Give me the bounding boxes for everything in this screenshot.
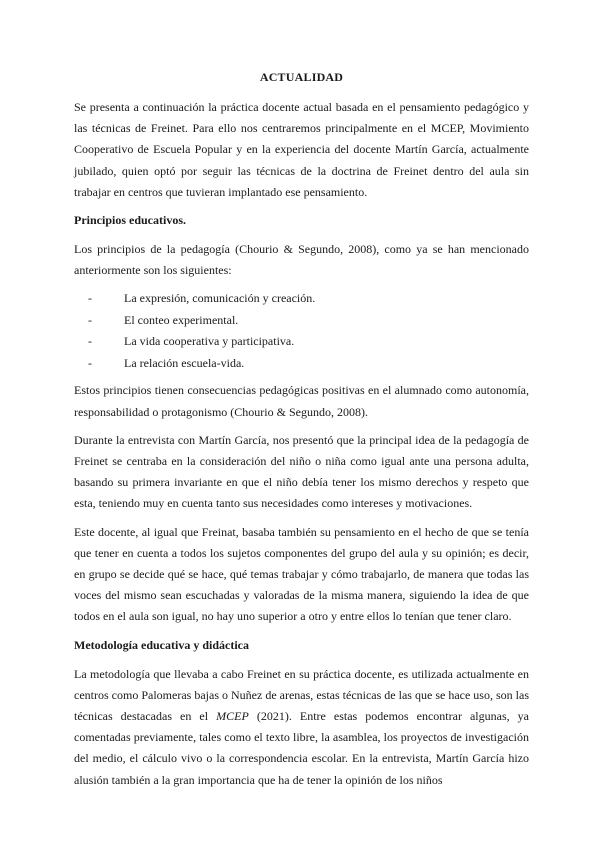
bullet-marker: - xyxy=(88,312,92,327)
list-item: - La expresión, comunicación y creación. xyxy=(88,288,529,310)
paragraph-intro: Se presenta a continuación la práctica docente actual basada en el pensamiento pedagógico y las técnicas de Freinet. Para ello nos centraremos principalmente en el MCEP, Movimiento Cooperativo de Escuela Popular y en la experiencia del docente Martín García, actualmente jubilado, quien optó por seguir las técnicas de la doctrina de Freinet dentro del aula sin trabajar en centros que tuvieran implantado ese pensamiento. xyxy=(74,100,529,199)
bullet-marker: - xyxy=(88,334,92,349)
heading-principios: Principios educativos. xyxy=(74,213,187,228)
paragraph-principios: Los principios de la pedagogía (Chourio & Segundo, 2008), como ya se han mencionado anteriormente son los siguientes: xyxy=(74,242,529,278)
paragraph-consecuencias: Estos principios tienen consecuencias pedagógicas positivas en el alumnado como autonomía, responsabilidad o protagonismo (Chourio & Segundo, 2008). xyxy=(74,383,529,419)
bullet-marker: - xyxy=(88,291,92,306)
mcep-reference: MCEP xyxy=(216,709,249,724)
list-item: - El conteo experimental. xyxy=(88,310,529,332)
paragraph-docente: Este docente, al igual que Freinat, basaba también su pensamiento en el hecho de que se tenía que tener en cuenta a todos los sujetos componentes del grupo del aula y su opinión; es decir, en grupo se decide qué se hace, qué temas trabajar y cómo trabajarlo, de manera que todas las voces del mismo sean escuchadas y valoradas de la misma manera, siguiendo la idea de que todos en el aula son igual, no hay uno superior a otro y entre ellos lo tenían que tener claro. xyxy=(74,524,529,624)
list-item: - La vida cooperativa y participativa. xyxy=(88,331,529,353)
paragraph-metodologia: La metodología que llevaba a cabo Freinet en su práctica docente, es utilizada actualmente en centros como Palomeras bajas o Nuñez de arenas, estas técnicas de las que se hace uso, son las técnicas destacadas en el MCEP (2021). Entre estas podemos encontrar algunas, ya comentadas previamente, tales como el texto libre, la asamblea, los proyectos de investigación del medio, el cálculo vivo o la correspondencia escolar. En la entrevista, Martín García hizo alusión también a la gran importancia que ha de tener la opinión de los niños xyxy=(74,666,530,787)
paragraph-entrevista: Durante la entrevista con Martín García, nos presentó que la principal idea de la pedagogía de Freinet se centraba en la consideración del niño o niña como igual ante una persona adulta, basando su primera invariante en que el niño debía tener los mismo derechos y respeto que esta, teniendo muy en cuenta tanto sus necesidades como intereses y motivaciones. xyxy=(74,432,529,511)
list-item: - La relación escuela-vida. xyxy=(88,353,529,375)
heading-metodologia: Metodología educativa y didáctica xyxy=(74,637,249,652)
principles-list xyxy=(74,288,529,374)
bullet-marker: - xyxy=(88,355,92,370)
document-title: ACTUALIDAD xyxy=(259,70,344,84)
document-page xyxy=(74,70,529,798)
